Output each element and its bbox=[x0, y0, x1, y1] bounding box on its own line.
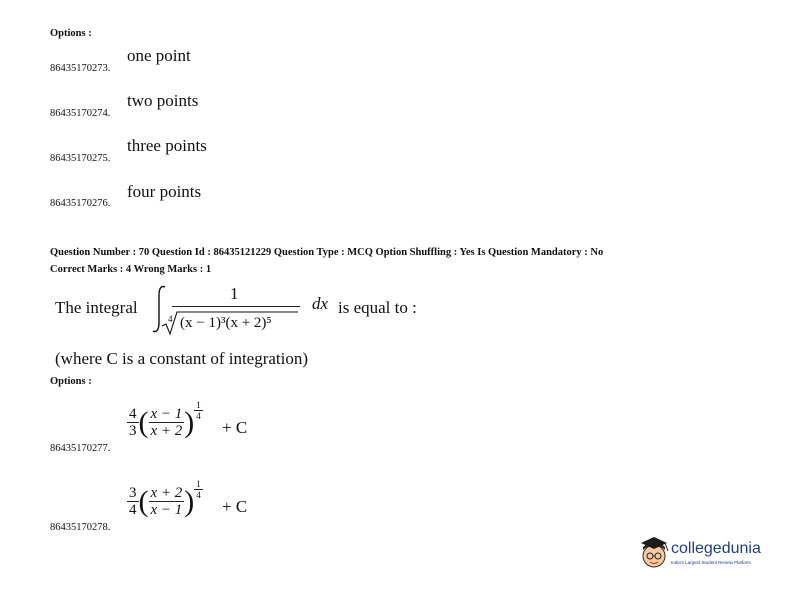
coef-numerator: 3 bbox=[129, 485, 137, 501]
options-label: Options : bbox=[50, 376, 92, 387]
coef-numerator: 4 bbox=[129, 406, 137, 422]
option-id: 86435170274. bbox=[50, 108, 111, 119]
exponent-numerator: 1 bbox=[196, 479, 201, 489]
inner-numerator: x − 1 bbox=[150, 406, 183, 422]
option-id: 86435170277. bbox=[50, 443, 111, 454]
option-id: 86435170275. bbox=[50, 153, 111, 164]
right-paren: ) bbox=[184, 405, 195, 439]
option-text: one point bbox=[127, 46, 191, 65]
integrand-numerator: 1 bbox=[230, 284, 239, 303]
options-label: Options : bbox=[50, 28, 92, 39]
differential: dx bbox=[312, 294, 329, 313]
option-text: four points bbox=[127, 182, 202, 201]
option-formula bbox=[127, 479, 203, 518]
question-meta-line-1: Question Number : 70 Question Id : 86435121229 Question Type : MCQ Option Shuffling : Yes Is Question Mandatory : No bbox=[50, 247, 604, 258]
exponent-numerator: 1 bbox=[196, 400, 201, 410]
student-mascot-icon bbox=[637, 534, 671, 572]
option-id: 86435170278. bbox=[50, 522, 111, 533]
inner-denominator: x + 2 bbox=[150, 423, 183, 439]
option-formula bbox=[127, 400, 203, 439]
exponent-denominator: 4 bbox=[196, 411, 201, 421]
coef-denominator: 3 bbox=[129, 423, 137, 439]
stem-note: (where C is a constant of integration) bbox=[55, 349, 309, 368]
plus-constant: + C bbox=[222, 418, 248, 437]
left-paren: ( bbox=[138, 405, 149, 439]
logo-tagline: India's Largest Student Review Platform bbox=[671, 560, 751, 565]
integrand-denominator: (x − 1)³(x + 2)⁵ bbox=[180, 315, 272, 331]
inner-numerator: x + 2 bbox=[150, 485, 183, 501]
plus-constant: + C bbox=[222, 497, 248, 516]
stem-suffix: is equal to : bbox=[338, 298, 417, 317]
option-id: 86435170276. bbox=[50, 198, 111, 209]
question-meta-line-2: Correct Marks : 4 Wrong Marks : 1 bbox=[50, 264, 212, 275]
coef-denominator: 4 bbox=[129, 502, 137, 518]
stem-prefix: The integral bbox=[55, 298, 138, 317]
collegedunia-logo bbox=[637, 534, 767, 574]
option-text: two points bbox=[127, 91, 199, 110]
left-paren: ( bbox=[138, 484, 149, 518]
fraction-bar bbox=[172, 306, 300, 307]
exponent-denominator: 4 bbox=[196, 490, 201, 500]
inner-denominator: x − 1 bbox=[150, 502, 183, 518]
option-text: three points bbox=[127, 136, 207, 155]
option-id: 86435170273. bbox=[50, 63, 111, 74]
root-index: 4 bbox=[168, 314, 173, 324]
right-paren: ) bbox=[184, 484, 195, 518]
logo-name: collegedunia bbox=[671, 540, 761, 557]
